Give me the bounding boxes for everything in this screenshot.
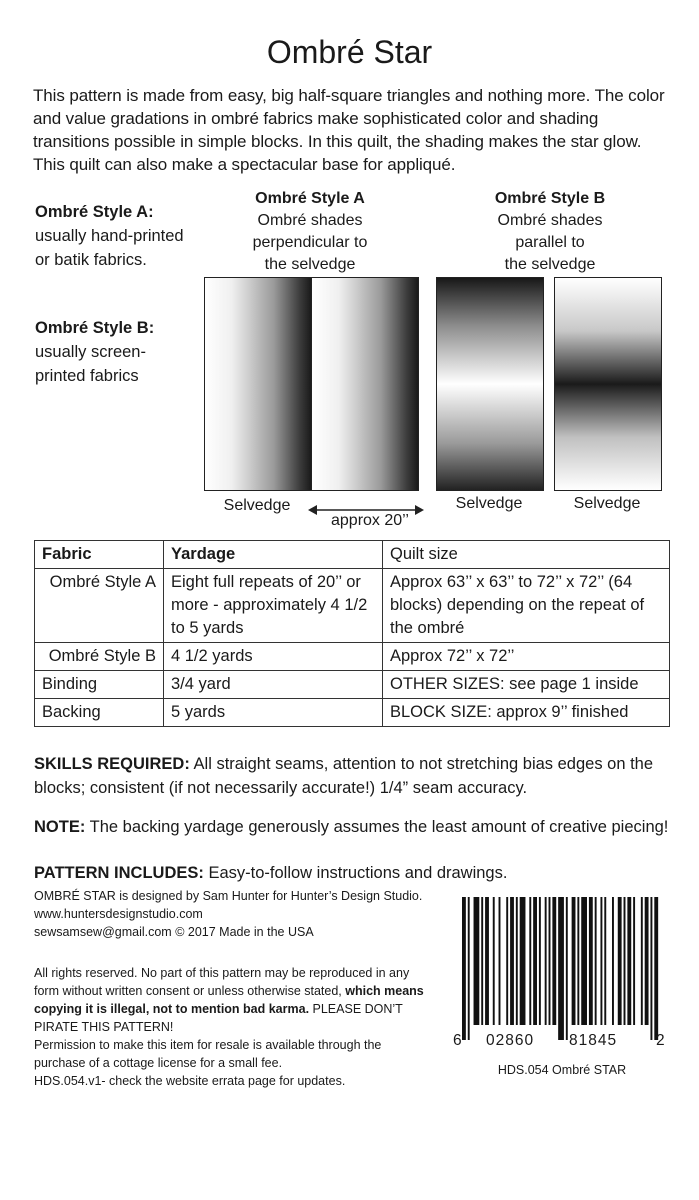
ombre-b-swatch-right: [554, 277, 662, 491]
selvedge-label-b1: Selvedge: [455, 495, 523, 512]
rights-text: PLEASE DON’T PIRATE THIS PATTERN!: [34, 1002, 403, 1034]
barcode-digit-left: 6: [453, 1032, 462, 1049]
table-row: [35, 643, 670, 671]
table-header-row: [35, 541, 670, 569]
barcode-bar: [650, 897, 652, 1040]
table-cell: Ombré Style B: [35, 643, 164, 671]
version-text: HDS.054.v1- check the website errata page for updates.: [34, 1074, 346, 1088]
side-note-text: usually hand-printed or batik fabrics.: [35, 227, 184, 269]
barcode-bar: [589, 897, 593, 1025]
barcode-bar: [506, 897, 508, 1025]
barcode-bar: [595, 897, 597, 1025]
table-cell: BLOCK SIZE: approx 9’’ finished: [383, 699, 670, 727]
barcode-bar: [654, 897, 658, 1040]
permission-text: Permission to make this item for resale is available through the purchase of a cottage license for a small fee.: [34, 1038, 382, 1070]
style-a-heading: [220, 188, 400, 276]
table-cell: Approx 63’’ x 63’’ to 72’’ x 72’’ (64 blocks) depending on the repeat of the ombré: [383, 569, 670, 643]
skills-required: [34, 752, 674, 800]
selvedge-label-b2: Selvedge: [573, 495, 641, 512]
barcode-group-left: 02860: [486, 1032, 535, 1049]
barcode-bar: [510, 897, 514, 1025]
table-cell: Backing: [35, 699, 164, 727]
barcode: [462, 897, 662, 1040]
barcode-digit-right: 2: [656, 1032, 665, 1049]
side-note-label: Ombré Style B:: [35, 319, 155, 337]
barcode-bar: [485, 897, 489, 1025]
barcode-bar: [618, 897, 622, 1025]
fabric-requirements-table: [34, 540, 670, 727]
includes-text: Easy-to-follow instructions and drawings.: [203, 864, 508, 882]
barcode-bar: [641, 897, 643, 1025]
note-text: The backing yardage generously assumes the least amount of creative piecing!: [85, 818, 669, 836]
table-cell: OTHER SIZES: see page 1 inside: [383, 671, 670, 699]
style-b-line: the selvedge: [504, 256, 596, 273]
style-b-line: Ombré shades: [497, 212, 603, 229]
selvedge-label-a: Selvedge: [223, 497, 291, 514]
style-b-line: parallel to: [515, 234, 585, 251]
style-a-line: Ombré shades: [257, 212, 363, 229]
barcode-bar: [581, 897, 587, 1025]
includes-label: PATTERN INCLUDES:: [34, 864, 204, 882]
side-note-style-a: [35, 200, 195, 272]
note-label: NOTE:: [34, 818, 86, 836]
barcode-caption: HDS.054 Ombré STAR: [497, 1063, 627, 1077]
skills-label: SKILLS REQUIRED:: [34, 755, 190, 773]
table-header: Fabric: [35, 541, 164, 569]
barcode-bar: [558, 897, 564, 1040]
ombre-a-swatch-right: [311, 277, 419, 491]
style-a-line: the selvedge: [264, 256, 356, 273]
barcode-bar: [462, 897, 466, 1040]
barcode-bar: [566, 897, 568, 1040]
barcode-bar: [499, 897, 501, 1025]
barcode-group-right: 81845: [569, 1032, 618, 1049]
barcode-bar: [481, 897, 483, 1025]
barcode-bar: [549, 897, 551, 1025]
page-title: Ombré Star: [266, 34, 433, 70]
credits: [34, 887, 434, 941]
table-cell: Ombré Style A: [35, 569, 164, 643]
ombre-a-swatch-left: [204, 277, 312, 491]
barcode-bar: [468, 897, 470, 1040]
table-row: [35, 569, 670, 643]
rights-notice: [34, 964, 434, 1090]
barcode-bar: [552, 897, 556, 1025]
rights-bold: which means copying it is illegal, not to mention bad karma.: [34, 984, 424, 1016]
barcode-bar: [577, 897, 579, 1025]
barcode-bar: [604, 897, 606, 1025]
table-cell: 4 1/2 yards: [164, 643, 383, 671]
table-cell: Approx 72’’ x 72’’: [383, 643, 670, 671]
barcode-bar: [533, 897, 537, 1025]
barcode-bar: [627, 897, 631, 1025]
credits-line: sewsamsew@gmail.com © 2017 Made in the USA: [34, 925, 314, 939]
barcode-bar: [493, 897, 495, 1025]
barcode-bar: [612, 897, 614, 1025]
table-header: Yardage: [164, 541, 383, 569]
barcode-bar: [545, 897, 547, 1025]
barcode-bar: [572, 897, 576, 1025]
barcode-bar: [600, 897, 602, 1025]
table-cell: 5 yards: [164, 699, 383, 727]
style-a-title: Ombré Style A: [255, 190, 365, 207]
width-label: approx 20’’: [331, 512, 409, 529]
side-note-label: Ombré Style A:: [35, 203, 154, 221]
barcode-bar: [529, 897, 531, 1025]
barcode-bar: [645, 897, 649, 1025]
barcode-bar: [633, 897, 635, 1025]
table-row: [35, 699, 670, 727]
barcode-bar: [474, 897, 480, 1025]
side-note-style-b: [35, 316, 195, 388]
barcode-bar: [539, 897, 541, 1025]
table-cell: 3/4 yard: [164, 671, 383, 699]
credits-line: OMBRÉ STAR is designed by Sam Hunter for Hunter’s Design Studio. www.huntersdesignstudio.com: [34, 889, 423, 921]
skills-text: All straight seams, attention to not stretching bias edges on the blocks; consistent (if not necessarily accurate!) 1/4” seam accuracy.: [34, 755, 654, 797]
table-row: [35, 671, 670, 699]
style-b-title: Ombré Style B: [494, 190, 606, 207]
barcode-bar: [520, 897, 526, 1025]
intro-paragraph: This pattern is made from easy, big half-square triangles and nothing more. The color and value gradations in ombré fabrics make sophisticated color and shading transitions possible in simple blocks. In this quilt, the shading makes the star glow. This quilt can also make a spectacular base for appliqué.: [33, 86, 665, 174]
side-note-text: usually screen-printed fabrics: [35, 343, 146, 385]
ombre-b-swatch-left: [436, 277, 544, 491]
rights-text: All rights reserved. No part of this pattern may be reproduced in any form without written consent or unless otherwise stated,: [34, 966, 410, 998]
table-cell: Binding: [35, 671, 164, 699]
style-a-line: perpendicular to: [252, 234, 368, 251]
table-header: Quilt size: [383, 541, 670, 569]
table-cell: Eight full repeats of 20’’ or more - approximately 4 1/2 to 5 yards: [164, 569, 383, 643]
pattern-includes: [34, 861, 674, 885]
barcode-bar: [624, 897, 626, 1025]
barcode-bar: [516, 897, 518, 1025]
note-paragraph: [34, 815, 674, 839]
style-b-heading: [460, 188, 640, 276]
